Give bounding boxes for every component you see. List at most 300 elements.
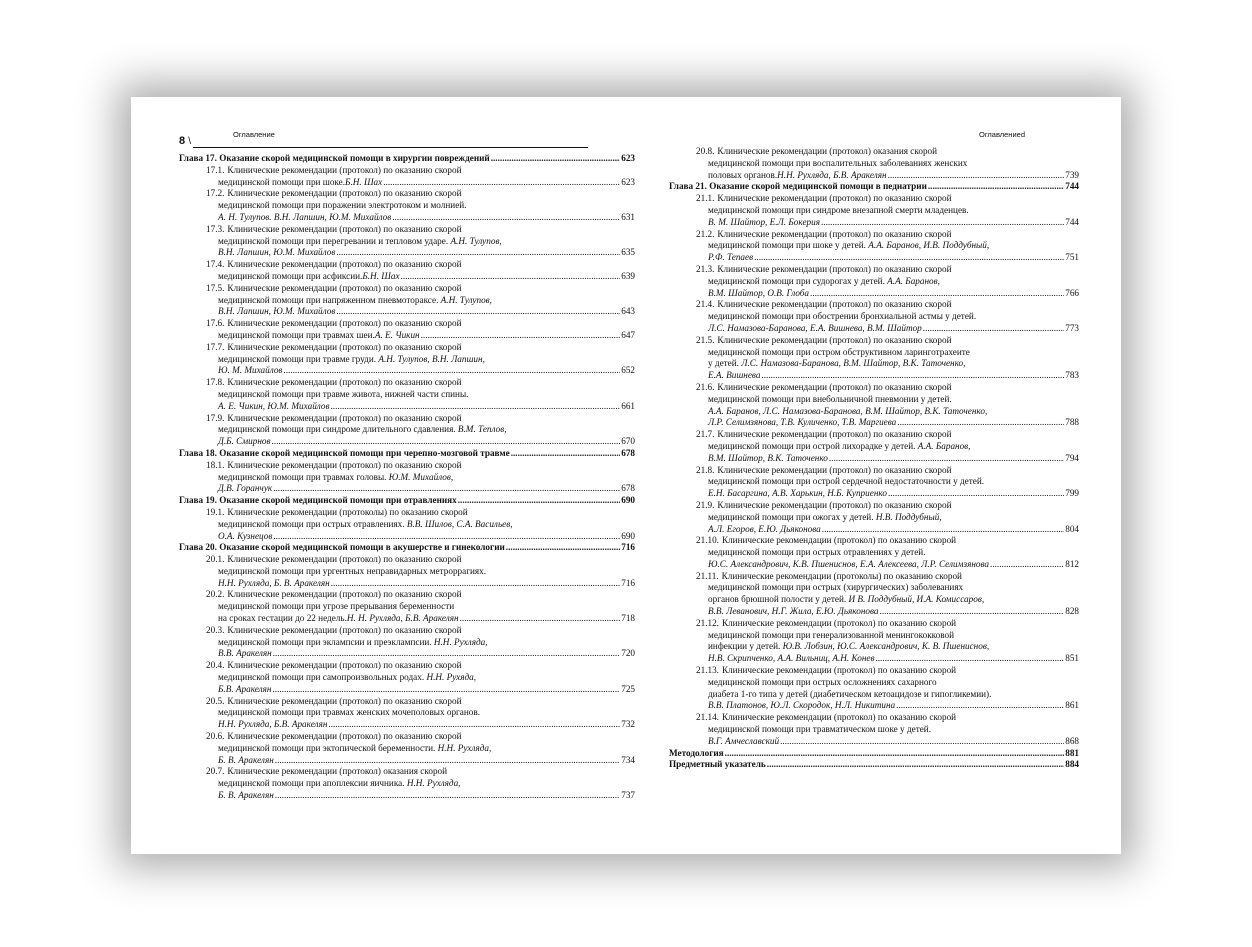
entry-authors: А.Н. Тулупов, В.Н. Лапшин,	[378, 353, 485, 364]
entry-line	[669, 217, 1079, 229]
entry-number: 19.1.	[206, 506, 225, 517]
leader-dots	[923, 323, 1064, 335]
entry-number: 20.7.	[206, 766, 225, 777]
entry-number: 21.10.	[696, 535, 719, 546]
entry-line	[179, 389, 635, 401]
entry-line	[669, 500, 1079, 512]
entry-text: медицинской помощи при обострении бронхиальной астмы у детей.	[708, 311, 977, 322]
entry-line	[179, 247, 635, 259]
page-ref: 744	[1065, 181, 1079, 192]
entry-authors: А.А. Баранов, И.В. Поддубный,	[868, 240, 990, 251]
toc-entry	[179, 259, 635, 283]
page-ref: 828	[1065, 606, 1079, 617]
page-ref: 794	[1065, 452, 1079, 463]
entry-line	[669, 347, 1079, 359]
entry-line	[669, 193, 1079, 205]
page-ref: 783	[1065, 370, 1079, 381]
entry-line	[179, 342, 635, 354]
toc-entry	[179, 766, 635, 801]
toc-entry	[179, 507, 635, 542]
chapter-title: Глава 17. Оказание скорой медицинской помощи в хирургии повреждений	[179, 153, 490, 163]
entry-text: медицинской помощи при воспалительных заболеваниях женских	[708, 157, 968, 168]
page-ref: 718	[621, 613, 635, 624]
leader-dots	[273, 483, 620, 495]
entry-authors: Л.Р. Селимзянова, Т.В. Куличенко, Т.В. Маргиева	[708, 417, 897, 428]
entry-authors: Л.С. Намазова-Баранова, Е.А. Вишнева, В.М. Шайтор	[708, 322, 922, 333]
page-ref: 744	[1065, 216, 1079, 227]
page-ref: 734	[621, 754, 635, 765]
page-number: 8 \	[179, 135, 191, 147]
toc-entry	[179, 625, 635, 660]
toc-entry	[179, 554, 635, 589]
toc-entry	[179, 188, 635, 223]
page-ref: 868	[1065, 735, 1079, 746]
entry-line	[669, 689, 1079, 701]
page-ref: 812	[1065, 558, 1079, 569]
entry-authors: Д.Б. Смирнов	[218, 436, 271, 447]
entry-line	[179, 306, 635, 318]
chapter-title: Глава 19. Оказание скорой медицинской помощи при отравлениях	[179, 495, 457, 506]
entry-line	[179, 177, 635, 189]
toc-chapter	[179, 542, 635, 554]
entry-line	[179, 330, 635, 342]
toc-entry	[179, 731, 635, 766]
entry-text: медицинской помощи при шоке.	[218, 176, 346, 187]
entry-authors: В. М. Шайтор, Е.Л. Бокерия	[708, 216, 820, 227]
entry-text: Клинические рекомендации (протокол) по оказанию скорой	[227, 695, 462, 706]
entry-authors: Ю.М. Михайлов,	[388, 471, 454, 482]
entry-line	[179, 531, 635, 543]
leader-dots	[761, 370, 1064, 382]
page-ref: 643	[621, 306, 635, 317]
entry-number: 21.3.	[696, 263, 715, 274]
entry-text: Клинические рекомендации (протокол) по оказанию скорой	[227, 223, 462, 234]
leader-dots	[896, 700, 1064, 712]
entry-text: Клинические рекомендации (протокол) по оказанию скорой	[721, 535, 957, 546]
entry-number: 21.13.	[696, 665, 719, 676]
entry-authors: В.Н. Лапшин, Ю.М. Михайлов	[218, 306, 336, 317]
entry-text: Клинические рекомендации (протокол) по оказанию скорой	[227, 188, 462, 199]
leader-dots	[888, 488, 1064, 500]
page-ref: 881	[1065, 747, 1079, 758]
page-ref: 678	[621, 447, 635, 458]
entry-line	[179, 731, 635, 743]
entry-authors: В.Н. Лапшин, Ю.М. Михайлов	[218, 247, 336, 258]
chapter-title: Глава 20. Оказание скорой медицинской помощи в акушерстве и гинекологии	[179, 542, 505, 553]
entry-authors: Р.Ф. Тепаев	[708, 252, 754, 263]
entry-text: медицинской помощи при внебольничной пневмонии у детей.	[708, 393, 952, 404]
page-ref: 732	[621, 719, 635, 730]
entry-text: медицинской помощи при эклампсии и преэклампсии.	[218, 636, 432, 647]
entry-authors: Б. В. Аракелян	[218, 754, 274, 765]
entry-text: медицинской помощи при травмах головы.	[218, 471, 387, 482]
entry-authors: В.М. Шайтор, В.К. Таточенко	[708, 452, 828, 463]
entry-number: 21.8.	[696, 464, 715, 475]
entry-line	[669, 311, 1079, 323]
entry-authors: Б.В. Аракелян	[218, 683, 272, 694]
entry-line	[669, 146, 1079, 158]
entry-line	[669, 712, 1079, 724]
page-ref: 639	[621, 270, 635, 281]
entry-authors: В.В. Шилов, С.А. Васильев,	[406, 518, 513, 529]
entry-line	[179, 188, 635, 200]
toc-entry	[179, 283, 635, 318]
entry-authors: Н. Н. Рухляда, Б.В. Аракелян	[346, 613, 459, 624]
entry-line	[179, 660, 635, 672]
entry-line	[669, 524, 1079, 536]
toc-entry	[179, 413, 635, 448]
entry-text: медицинской помощи при остром обструктивном ларинготрахеите	[708, 346, 970, 357]
toc-entry	[669, 299, 1079, 334]
entry-text: медицинской помощи при травмах шеи.	[218, 329, 375, 340]
leader-dots	[272, 684, 620, 696]
page-ref: 716	[621, 542, 635, 553]
entry-line	[179, 436, 635, 448]
entry-line	[669, 700, 1079, 712]
entry-text: Клинические рекомендации (протокол) по оказанию скорой	[227, 318, 462, 329]
entry-line	[669, 335, 1079, 347]
entry-line	[179, 519, 635, 531]
entry-text: Клинические рекомендации (протокол) по оказанию скорой	[227, 731, 462, 742]
entry-text: Клинические рекомендации (протокол) по оказанию скорой	[227, 282, 462, 293]
entry-text: медицинской помощи при самопроизвольных родах.	[218, 672, 425, 683]
leader-dots	[829, 453, 1064, 465]
entry-text: Клинические рекомендации (протокол) оказания скорой	[227, 766, 448, 777]
entry-authors: Ю.В. Лобзин, Ю.С. Александрович, К. В. Пшениснов,	[782, 641, 990, 652]
entry-line	[179, 648, 635, 660]
entry-line	[669, 559, 1079, 571]
entry-text: половых органов.	[708, 169, 778, 180]
page-ref: 716	[621, 577, 635, 588]
entry-number: 17.1.	[206, 164, 225, 175]
entry-text: диабета 1-го типа у детей (диабетическом кетоацидозе и гипогликемии).	[708, 688, 992, 699]
entry-line	[179, 578, 635, 590]
toc-entry	[669, 429, 1079, 464]
page-ref: 652	[621, 365, 635, 376]
entry-line	[179, 707, 635, 719]
entry-text: инфекции у детей.	[708, 641, 781, 652]
page-ref: 690	[621, 495, 635, 506]
page-ref: 720	[621, 648, 635, 659]
leader-dots	[880, 606, 1065, 618]
toc-entry	[669, 264, 1079, 299]
entry-line	[179, 684, 635, 696]
page-ref: 751	[1065, 252, 1079, 263]
entry-number: 20.8.	[696, 146, 715, 156]
entry-line	[179, 212, 635, 224]
entry-line	[179, 271, 635, 283]
entry-text: на сроках гестации до 22 недель.	[218, 613, 347, 624]
leader-dots	[725, 748, 1065, 760]
running-head-left: Оглавление	[233, 130, 275, 139]
entry-number: 17.9.	[206, 412, 225, 423]
entry-text: Клинические рекомендации (протокол) по оказанию скорой	[227, 259, 462, 270]
entry-line	[179, 625, 635, 637]
entry-line	[179, 766, 635, 778]
toc-entry	[179, 660, 635, 695]
entry-authors: Н.В. Скрипченко, А.А. Вильниц, А.Н. Конев	[708, 653, 875, 664]
entry-line	[179, 743, 635, 755]
page-ref: 804	[1065, 523, 1079, 534]
entry-text: медицинской помощи при асфиксии.	[218, 270, 363, 281]
entry-text: Клинические рекомендации (протокол) по оказанию скорой	[717, 334, 952, 345]
entry-text: медицинской помощи при острой сердечной недостаточности у детей.	[708, 476, 985, 487]
entry-authors: А.А. Баранов,	[917, 440, 971, 451]
entry-text: медицинской помощи при травме живота, нижней части спины.	[218, 388, 469, 399]
entry-text: медицинской помощи при острых (хирургических) заболеваниях	[708, 582, 964, 593]
entry-authors: Б.Н. Шах	[362, 270, 400, 281]
chapter-title: Глава 21. Оказание скорой медицинской помощи в педиатрии	[669, 181, 927, 192]
entry-line	[179, 601, 635, 613]
entry-line	[669, 264, 1079, 276]
entry-line	[669, 547, 1079, 559]
entry-text: медицинской помощи при перегревании и тепловом ударе.	[218, 235, 449, 246]
page-ref: 690	[621, 530, 635, 541]
entry-line	[179, 401, 635, 413]
entry-number: 21.4.	[696, 299, 715, 310]
leader-dots	[271, 436, 620, 448]
leader-dots	[421, 330, 621, 342]
leader-dots	[822, 524, 1064, 536]
entry-authors: Н.Н. Рухляда,	[433, 636, 488, 647]
toc-entry	[669, 500, 1079, 535]
entry-line	[669, 358, 1079, 370]
entry-text: медицинской помощи при поражении электротоком и молнией.	[218, 200, 467, 211]
entry-text: медицинской помощи при угрозе прерывания беременности	[218, 601, 455, 612]
entry-authors: Н.Н. Рухляда,	[406, 778, 461, 789]
entry-line	[179, 483, 635, 495]
entry-text: медицинской помощи при шоке у детей.	[708, 240, 866, 251]
entry-authors: В.В. Леванович, Н.Г. Жила, Е.Ю. Дьяконова	[708, 606, 879, 617]
entry-text: медицинской помощи при острых осложнениях сахарного	[708, 676, 937, 687]
book-spread	[131, 97, 1121, 854]
entry-line	[669, 677, 1079, 689]
entry-line	[179, 318, 635, 330]
leader-dots	[460, 613, 621, 625]
entry-line	[179, 790, 635, 802]
entry-text: Клинические рекомендации (протокол) по оказанию скорой	[717, 263, 952, 274]
leader-dots	[780, 736, 1064, 748]
entry-authors: А.А. Баранов,	[887, 275, 940, 286]
page-ref: 635	[621, 247, 635, 258]
entry-number: 21.12.	[696, 617, 719, 628]
page-ref: 670	[621, 436, 635, 447]
entry-number: 17.4.	[206, 259, 225, 270]
page-ref: 788	[1065, 417, 1079, 428]
toc-entry	[669, 571, 1079, 618]
header-rule	[193, 147, 588, 148]
entry-authors: А. Е. Чикин, Ю.М. Михайлов	[218, 400, 330, 411]
entry-text: Клинические рекомендации (протокол) по оказанию скорой	[227, 660, 462, 671]
entry-line	[669, 535, 1079, 547]
entry-line	[179, 259, 635, 271]
entry-text: Клинические рекомендации (протокол) по оказанию скорой	[227, 341, 462, 352]
entry-text: Клинические рекомендации (протокол) оказания скорой	[717, 146, 938, 156]
toc-entry	[179, 165, 635, 189]
leader-dots	[331, 578, 621, 590]
entry-line	[179, 696, 635, 708]
entry-text: Клинические рекомендации (протокол) по оказанию скорой	[717, 228, 952, 239]
entry-authors: Н.Н. Рухляда, Б. В. Аракелян	[218, 577, 330, 588]
entry-number: 20.5.	[206, 695, 225, 706]
toc-left	[179, 153, 635, 802]
leader-dots	[928, 181, 1064, 193]
toc-entry	[179, 224, 635, 259]
leader-dots	[273, 531, 620, 543]
entry-text: Клинические рекомендации (протокол) по оказанию скорой	[717, 499, 952, 510]
entry-text: медицинской помощи при апоплексии яичника.	[218, 778, 405, 789]
entry-authors: Ю.С. Александрович, К.В. Пшениснов, Е.А. Алексеева, Л.Р. Селимзянова	[708, 558, 990, 569]
entry-line	[179, 672, 635, 684]
entry-line	[669, 724, 1079, 736]
entry-line	[179, 613, 635, 625]
leader-dots	[392, 212, 620, 224]
leader-dots	[897, 417, 1064, 429]
leader-dots	[328, 719, 620, 731]
page-ref: 623	[621, 176, 635, 187]
leader-dots	[401, 271, 621, 283]
entry-text: медицинской помощи при острых отравлениях у детей.	[708, 547, 926, 558]
entry-text: Клинические рекомендации (протокол) по оказанию скорой	[227, 412, 462, 423]
toc-entry	[179, 342, 635, 377]
entry-text: медицинской помощи при травме груди.	[218, 353, 377, 364]
toc-entry	[179, 696, 635, 731]
entry-line	[179, 778, 635, 790]
entry-authors: А. Е. Чикин	[374, 329, 420, 340]
entry-number: 21.14.	[696, 712, 719, 723]
entry-line	[669, 229, 1079, 241]
entry-text: медицинской помощи при генерализованной менингококковой	[708, 629, 955, 640]
entry-text: медицинской помощи при острой лихорадке у детей.	[708, 440, 916, 451]
page-ref: 725	[621, 683, 635, 694]
entry-line	[179, 460, 635, 472]
leader-dots	[888, 170, 1065, 182]
entry-line	[669, 288, 1079, 300]
leader-dots	[273, 648, 621, 660]
entry-line	[179, 413, 635, 425]
leader-dots	[458, 495, 620, 507]
entry-text: медицинской помощи при травмах женских мочеполовых органов.	[218, 707, 481, 718]
entry-line	[669, 382, 1079, 394]
entry-text: медицинской помощи при судорогах у детей.	[708, 275, 885, 286]
toc-entry	[179, 460, 635, 495]
page-ref: 884	[1065, 759, 1079, 770]
entry-number: 17.7.	[206, 341, 225, 352]
entry-number: 17.2.	[206, 188, 225, 199]
entry-line	[179, 224, 635, 236]
entry-text: Клинические рекомендации (протокол) по оказанию скорой	[227, 589, 462, 600]
entry-number: 21.7.	[696, 429, 715, 440]
entry-line	[669, 582, 1079, 594]
entry-authors: В.В. Аракелян	[218, 648, 272, 659]
leader-dots	[506, 542, 620, 554]
leader-dots	[331, 401, 621, 413]
entry-authors: Е.Н. Басаргина, А.В. Харькин, Н.Б. Куприенко	[708, 488, 887, 499]
entry-number: 21.2.	[696, 228, 715, 239]
entry-text: Клинические рекомендации (протоколы) по оказанию скорой	[721, 570, 962, 581]
page-ref: 631	[621, 211, 635, 222]
entry-line	[179, 507, 635, 519]
entry-line	[179, 354, 635, 366]
entry-line	[179, 755, 635, 767]
leader-dots	[275, 790, 620, 802]
entry-number: 18.1.	[206, 459, 225, 470]
entry-line	[669, 736, 1079, 748]
leader-dots	[767, 759, 1064, 771]
entry-authors: В.В. Платонов, Ю.Л. Скородок, Н.Л. Никитина	[708, 700, 896, 711]
entry-line	[179, 554, 635, 566]
toc-chapter	[669, 759, 1079, 771]
entry-authors: Е.А. Вишнева	[708, 370, 761, 381]
leader-dots	[875, 653, 1064, 665]
entry-line	[669, 299, 1079, 311]
entry-text: Клинические рекомендации (протокол) по оказанию скорой	[717, 429, 952, 440]
toc-entry	[669, 665, 1079, 712]
entry-line	[179, 377, 635, 389]
entry-text: Клинические рекомендации (протокол) по оказанию скорой	[717, 193, 952, 204]
running-head-right: Оглавлениеd	[979, 130, 1025, 139]
toc-chapter	[179, 153, 635, 165]
leader-dots	[491, 153, 621, 165]
toc-entry	[669, 335, 1079, 382]
entry-line	[669, 276, 1079, 288]
entry-line	[669, 453, 1079, 465]
entry-number: 20.6.	[206, 731, 225, 742]
entry-authors: Н.Н. Рухляда,	[437, 742, 492, 753]
entry-line	[179, 200, 635, 212]
entry-text: медицинской помощи при синдроме внезапной смерти младенцев.	[708, 204, 969, 215]
entry-line	[179, 283, 635, 295]
left-page	[179, 97, 639, 854]
entry-number: 20.1.	[206, 554, 225, 565]
page-ref: 647	[621, 329, 635, 340]
entry-line	[669, 441, 1079, 453]
entry-line	[179, 719, 635, 731]
page-ref: 661	[621, 400, 635, 411]
entry-text: Клинические рекомендации (протоколы) по оказанию скорой	[227, 506, 468, 517]
right-page	[669, 97, 1081, 854]
entry-line	[669, 417, 1079, 429]
entry-line	[669, 205, 1079, 217]
toc-chapter	[669, 748, 1079, 760]
entry-line	[179, 637, 635, 649]
entry-text: Клинические рекомендации (протокол) по оказанию скорой	[717, 464, 952, 475]
entry-line	[179, 295, 635, 307]
toc-entry	[669, 465, 1079, 500]
entry-text: Клинические рекомендации (протокол) по оказанию скорой	[227, 164, 462, 175]
page-ref: 851	[1065, 653, 1079, 664]
entry-line	[669, 641, 1079, 653]
entry-text: медицинской помощи при эктопической беременности.	[218, 742, 436, 753]
entry-text: медицинской помощи при острых отравлениях.	[218, 518, 405, 529]
entry-line	[179, 365, 635, 377]
entry-line	[669, 512, 1079, 524]
entry-number: 20.2.	[206, 589, 225, 600]
entry-line	[179, 589, 635, 601]
entry-line	[669, 571, 1079, 583]
leader-dots	[511, 448, 621, 460]
entry-number: 17.5.	[206, 282, 225, 293]
entry-text: органов брюшной полости у детей.	[708, 594, 847, 605]
chapter-title: Методология	[669, 747, 724, 758]
entry-authors: В.М. Теплов,	[457, 424, 507, 435]
entry-line	[669, 394, 1079, 406]
entry-authors: Н.Н. Рухляда, Б.В. Аракелян	[777, 169, 887, 180]
entry-text: Клинические рекомендации (протокол) по оказанию скорой	[721, 617, 957, 628]
leader-dots	[336, 306, 620, 318]
toc-entry	[179, 377, 635, 412]
entry-number: 17.6.	[206, 318, 225, 329]
